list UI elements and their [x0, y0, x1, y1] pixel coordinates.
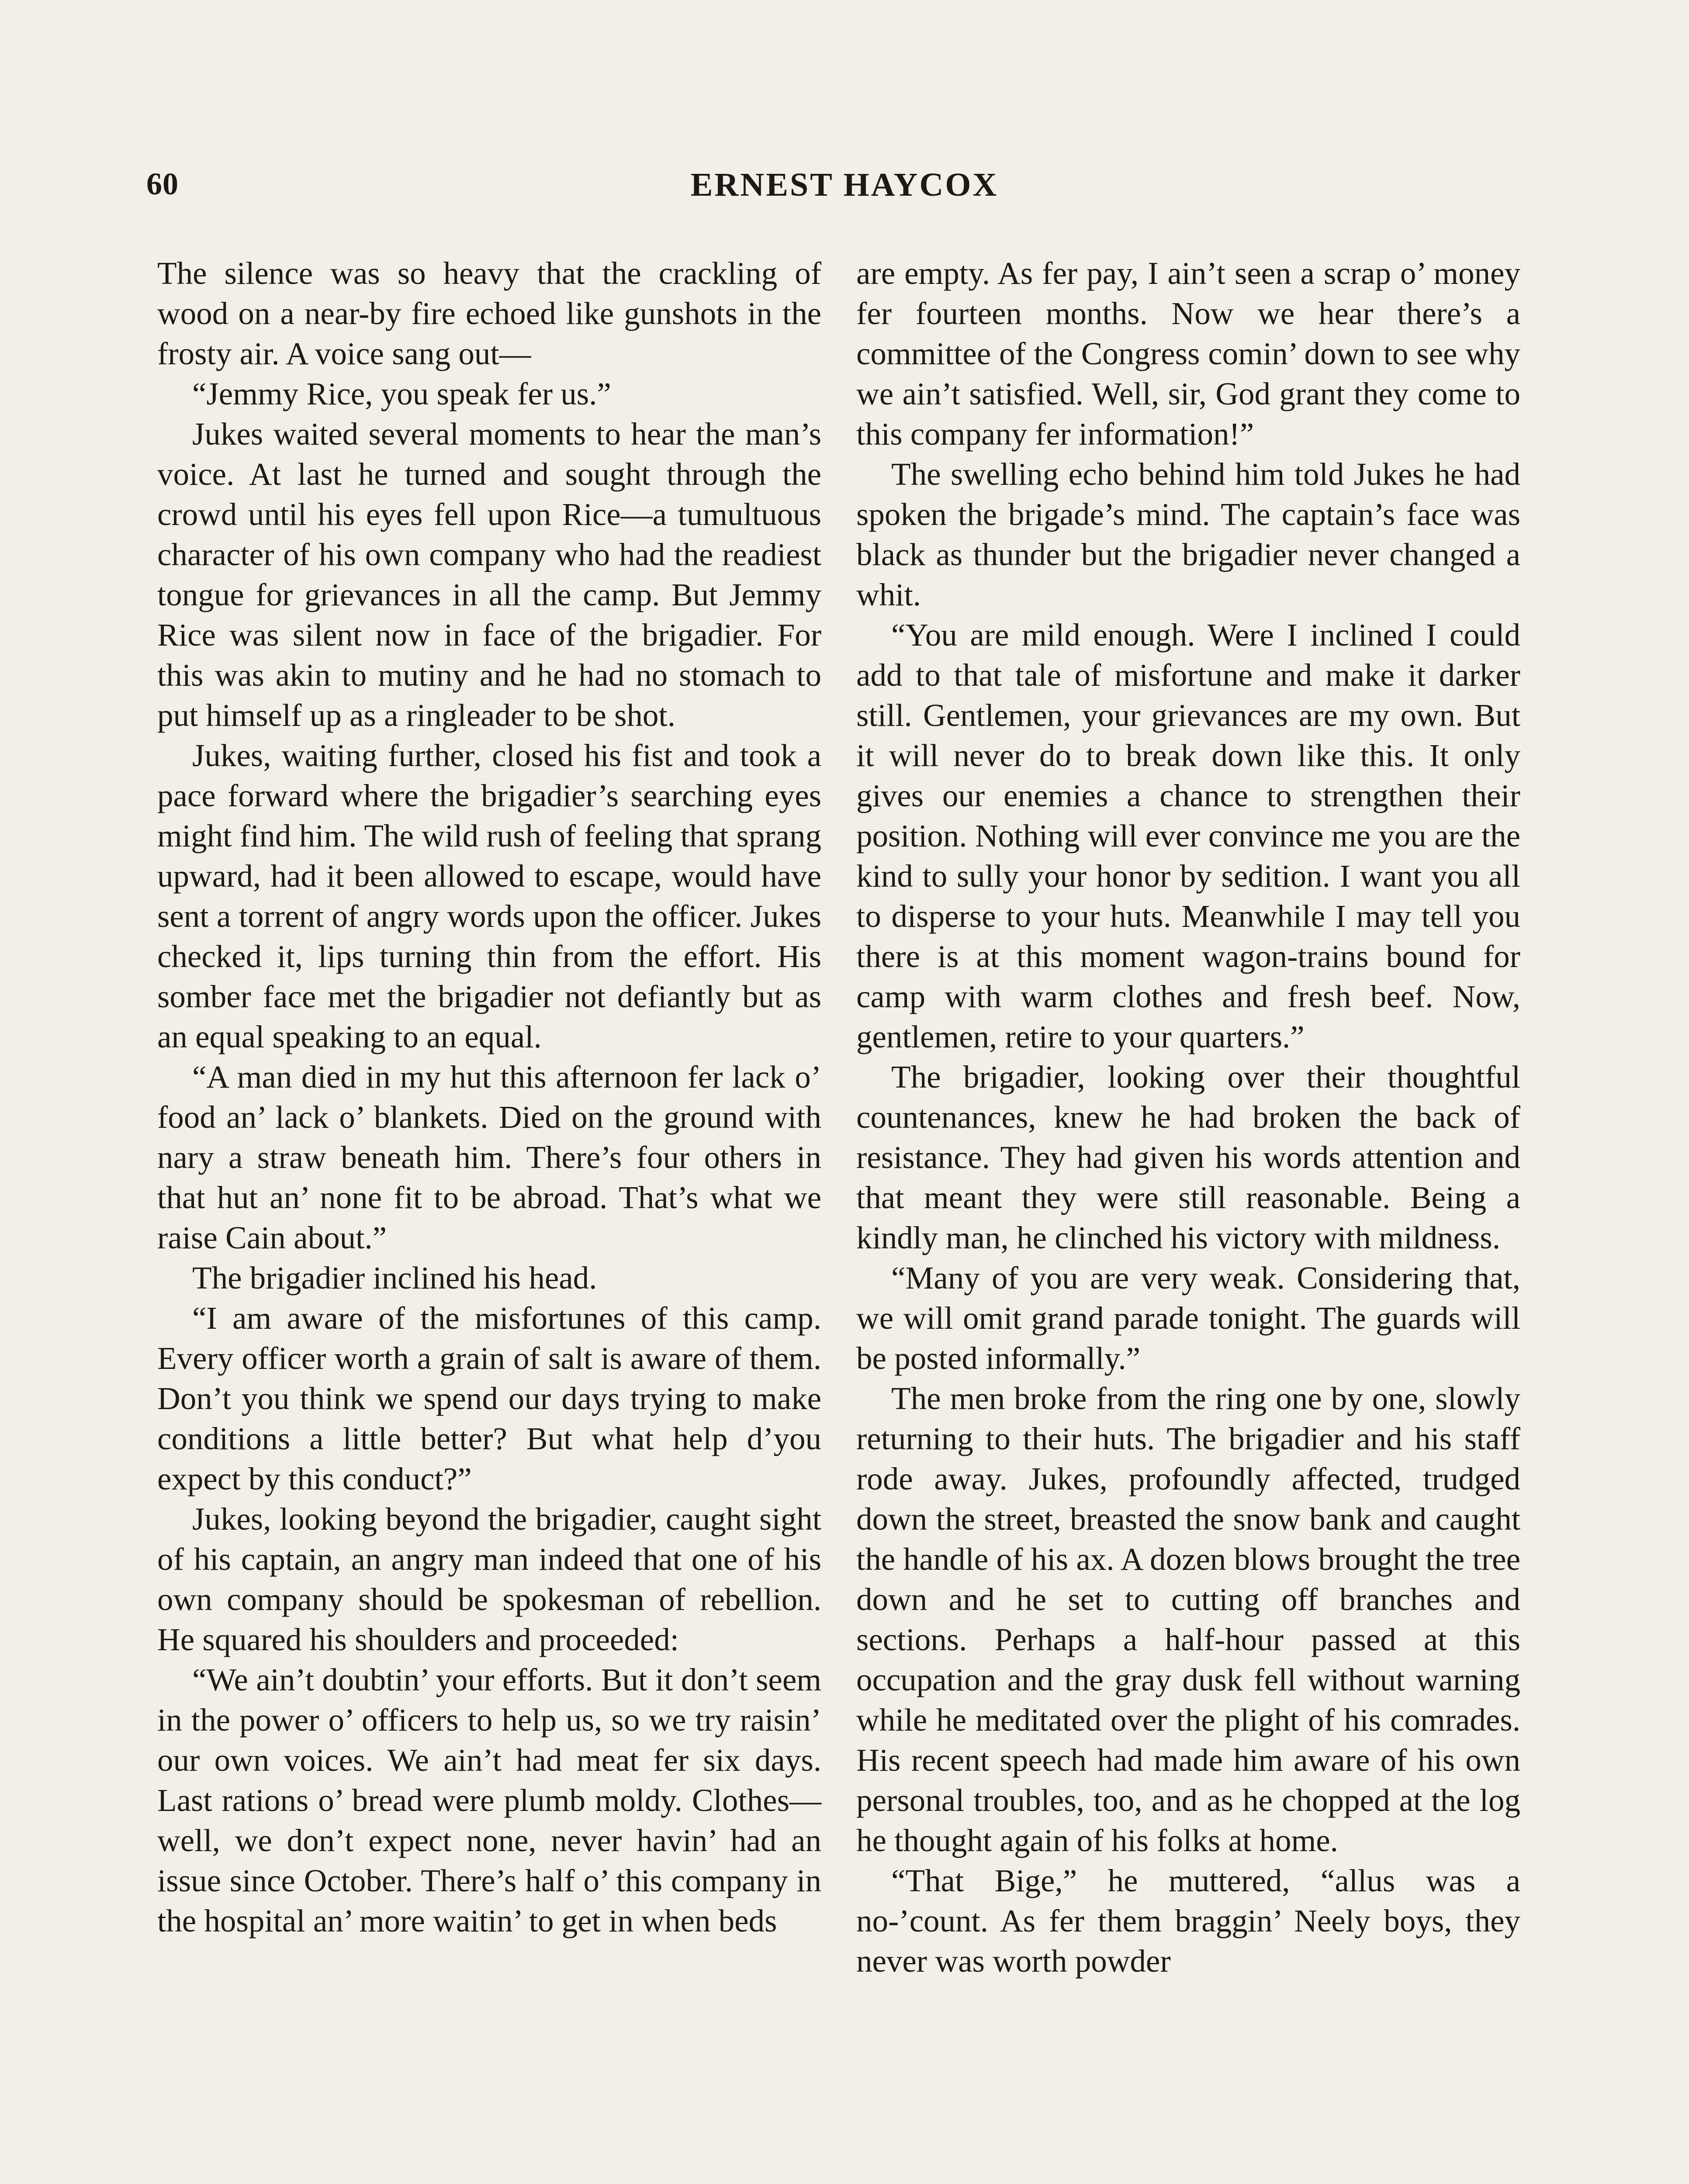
paragraph: are empty. As fer pay, I ain’t seen a scrap o’ money fer fourteen months. Now we hear there’s a committee of the Congress comin’ down to see why we ain’t satisfied. Well, sir, God grant they come to this company fer information!” — [856, 256, 1520, 452]
paragraph: “You are mild enough. Were I inclined I could add to that tale of misfortune and make it darker still. Gentlemen, your grievances are my own. But it will never do to break down like this. It only gives our enemies a chance to strengthen their position. Nothing will ever convince me you are the kind to sully your honor by sedition. I want you all to disperse to your huts. Meanwhile I may tell you there is at this moment wagon-trains bound for camp with warm clothes and fresh beef. Now, gentlemen, retire to your quarters.” — [856, 617, 1520, 1054]
paragraph: “Jemmy Rice, you speak fer us.” — [192, 376, 611, 411]
right-column — [856, 253, 1520, 1981]
paragraph: The brigadier, looking over their thoughtful countenances, knew he had broken the back of resistance. They had given his words attention and that meant they were still reasonable. Being a kindly man, he clinched his victory with mildness. — [856, 1059, 1520, 1255]
left-column — [157, 253, 821, 1941]
paragraph: Jukes, waiting further, closed his fist and took a pace forward where the brigadier’s searching eyes might find him. The wild rush of feeling that sprang upward, had it been allowed to escape, would have sent a torrent of angry words upon the officer. Jukes checked it, lips turning thin from the effort. His somber face met the brigadier not defiantly but as an equal speaking to an equal. — [157, 738, 821, 1054]
paragraph: Jukes waited several moments to hear the man’s voice. At last he turned and sought through the crowd until his eyes fell upon Rice—a tumultuous character of his own company who had the readiest tongue for grievances in all the camp. But Jemmy Rice was silent now in face of the brigadier. For this was akin to mutiny and he had no stomach to put himself up as a ringleader to be shot. — [157, 416, 821, 733]
paragraph: Jukes, looking beyond the brigadier, caught sight of his captain, an angry man indeed that one of his own company should be spokesman of rebellion. He squared his shoulders and proceeded: — [157, 1501, 821, 1657]
paragraph: The silence was so heavy that the crackling of wood on a near-by fire echoed like gunshots in the frosty air. A voice sang out— — [157, 256, 821, 371]
paragraph: “I am aware of the misfortunes of this camp. Every officer worth a grain of salt is aware of them. Don’t you think we spend our days trying to make conditions a little better? But what help d’you expect by this conduct?” — [157, 1300, 821, 1496]
paragraph: “Many of you are very weak. Considering that, we will omit grand parade tonight. The guards will be posted informally.” — [856, 1260, 1520, 1376]
paragraph: “We ain’t doubtin’ your efforts. But it don’t seem in the power o’ officers to help us, so we try raisin’ our own voices. We ain’t had meat fer six days. Last rations o’ bread were plumb moldy. Clothes—well, we don’t expect none, never havin’ had an issue since October. There’s half o’ this company in the hospital an’ more waitin’ to get in when beds — [157, 1662, 821, 1939]
paragraph: “A man died in my hut this afternoon fer lack o’ food an’ lack o’ blankets. Died on the ground with nary a straw beneath him. There’s four others in that hut an’ none fit to be abroad. That’s what we raise Cain about.” — [157, 1059, 821, 1255]
paragraph: “That Bige,” he muttered, “allus was a no-’count. As fer them braggin’ Neely boys, they never was worth powder — [856, 1863, 1520, 1979]
page-number: 60 — [146, 166, 179, 201]
paragraph: The men broke from the ring one by one, slowly returning to their huts. The brigadier and his staff rode away. Jukes, profoundly affected, trudged down the street, breasted the snow bank and caught the handle of his ax. A dozen blows brought the tree down and he set to cutting off branches and sections. Perhaps a half-hour passed at this occupation and the gray dusk fell without warning while he meditated over the plight of his comrades. His recent speech had made him aware of his own personal troubles, too, and as he chopped at the log he thought again of his folks at home. — [856, 1381, 1520, 1858]
running-head: ERNEST HAYCOX — [690, 166, 999, 203]
page-header — [0, 166, 1689, 214]
paragraph: The brigadier inclined his head. — [192, 1260, 597, 1296]
paragraph: The swelling echo behind him told Jukes he had spoken the brigade’s mind. The captain’s face was black as thunder but the brigadier never changed a whit. — [856, 456, 1520, 612]
